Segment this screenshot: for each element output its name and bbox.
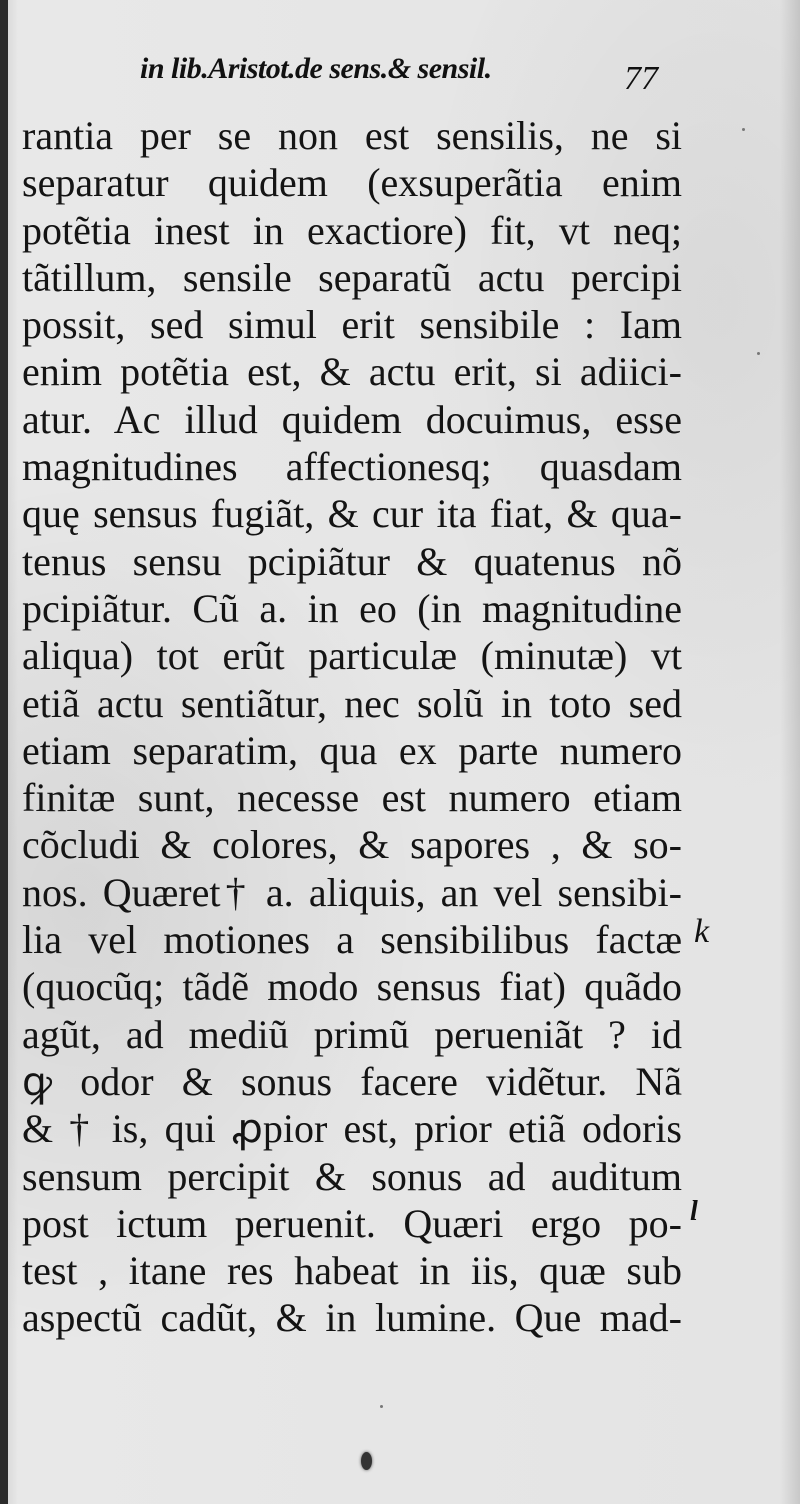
text-line: quę sensus fugiãt, & cur ita fiat, & qua- — [22, 491, 682, 537]
text-line: separatur quidem (exsuperãtia enim — [22, 160, 682, 206]
margin-note-k: k — [694, 913, 710, 950]
margin-note-l: l — [690, 1196, 698, 1227]
text-line: & † is, qui ꝓpior est, prior etiã odoris — [22, 1106, 682, 1152]
text-line: post ictum peruenit. Quæri ergo po- — [22, 1200, 682, 1246]
paper-speck — [757, 352, 760, 355]
text-line: test , itane res habeat in iis, quæ sub — [22, 1248, 682, 1294]
text-line: potẽtia inest in exactiore) fit, vt neq; — [22, 207, 682, 253]
text-line: etiã actu sentiãtur, nec solũ in toto sed — [22, 680, 682, 726]
text-line: nos. Quæret† a. aliquis, an vel sensibi- — [22, 869, 682, 915]
text-line: possit, sed simul erit sensibile : Iam — [22, 302, 682, 348]
paper-speck — [380, 1405, 383, 1408]
text-line: ꝙ odor & sonus facere vidẽtur. Nã — [22, 1058, 682, 1104]
text-line: agũt, ad mediũ primũ perueniãt ? id — [22, 1011, 682, 1057]
text-line: etiam separatim, qua ex parte numero — [22, 727, 682, 773]
text-line: (quocũq; tãdẽ modo sensus fiat) quãdo — [22, 964, 682, 1010]
text-line: tãtillum, sensile separatũ actu percipi — [22, 254, 682, 300]
running-head: in lib.Aristot.de sens.& sensil. — [140, 52, 492, 85]
page-stain-mark — [361, 1452, 372, 1470]
text-line: aspectũ cadũt, & in lumine. Que mad- — [22, 1295, 682, 1341]
text-line: magnitudines affectionesq; quasdam — [22, 444, 682, 490]
text-line: rantia per se non est sensilis, ne si — [22, 113, 682, 158]
text-line: lia vel motiones a sensibilibus factæ — [22, 917, 682, 963]
page-binding-edge — [0, 0, 8, 1504]
text-block — [22, 112, 682, 1342]
paper-speck — [742, 128, 745, 131]
text-line: sensum percipit & sonus ad auditum — [22, 1153, 682, 1199]
text-line: aliqua) tot erũt particulæ (minutæ) vt — [22, 633, 682, 679]
text-line: atur. Ac illud quidem docuimus, esse — [22, 396, 682, 442]
text-line: cõcludi & colores, & sapores , & so- — [22, 822, 682, 868]
page-number: 77 — [624, 60, 658, 97]
text-line: pcipiãtur. Cũ a. in eo (in magnitudine — [22, 585, 682, 631]
text-line: tenus sensu pcipiãtur & quatenus nõ — [22, 538, 682, 584]
text-line: finitæ sunt, necesse est numero etiam — [22, 775, 682, 821]
text-line: enim potẽtia est, & actu erit, si adiici- — [22, 349, 682, 395]
